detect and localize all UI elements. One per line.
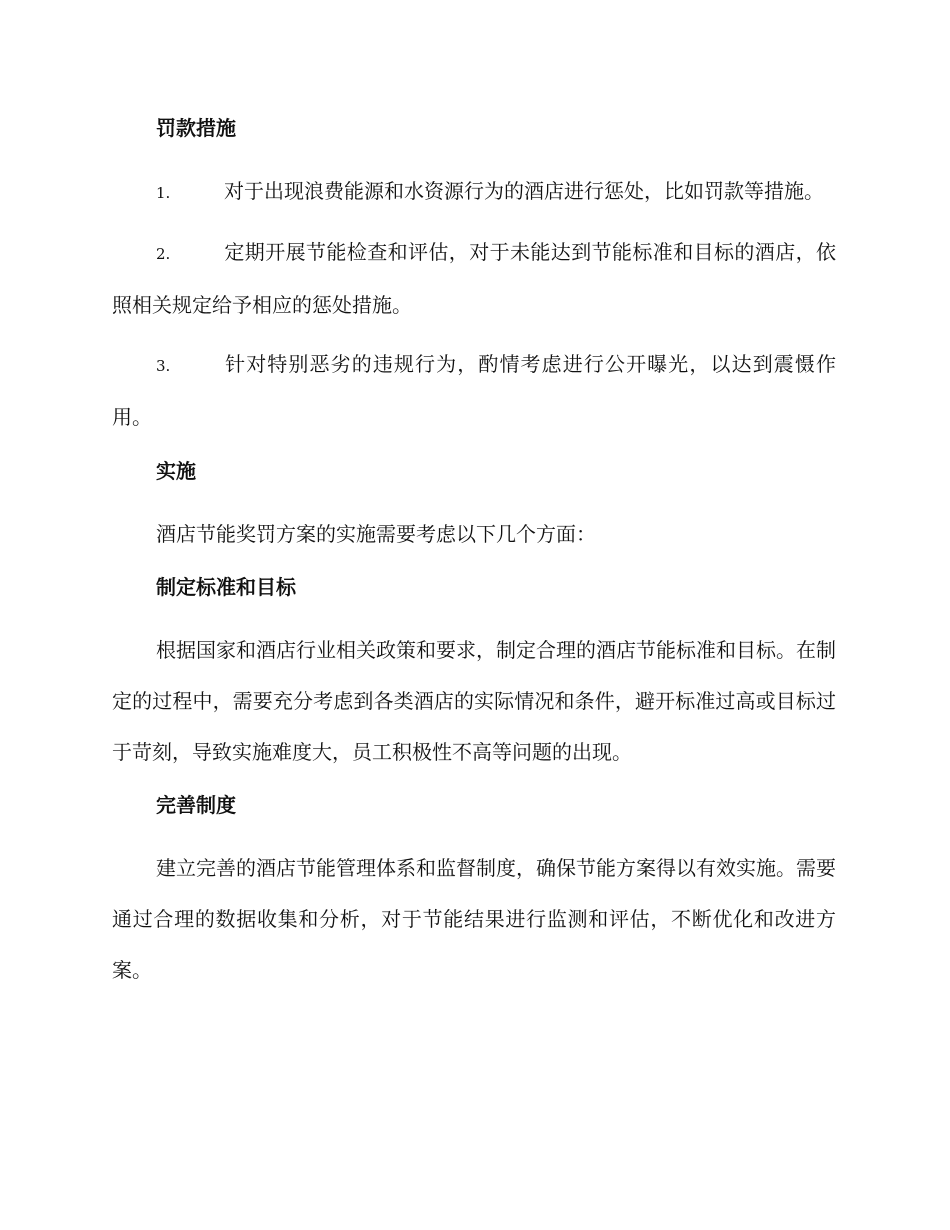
- implementation-intro: 酒店节能奖罚方案的实施需要考虑以下几个方面：: [156, 522, 596, 546]
- heading-system: 完善制度: [156, 793, 236, 817]
- list-item: [112, 339, 836, 443]
- list-item: [112, 227, 836, 331]
- list-number: 1.: [156, 184, 171, 202]
- list-text: 对于出现浪费能源和水资源行为的酒店进行惩处，比如罚款等措施。: [224, 179, 824, 203]
- list-number: 2.: [156, 245, 171, 263]
- list-text: 针对特别恶劣的违规行为，酌情考虑进行公开曝光，以达到震慑作用。: [112, 352, 836, 429]
- list-number: 3.: [156, 357, 171, 375]
- document-page: [112, 108, 836, 1003]
- heading-penalty: 罚款措施: [156, 116, 236, 140]
- heading-implementation: 实施: [156, 459, 196, 483]
- list-text: 定期开展节能检查和评估，对于未能达到节能标准和目标的酒店，依照相关规定给予相应的惩处措施。: [112, 240, 836, 317]
- standards-paragraph: 根据国家和酒店行业相关政策和要求，制定合理的酒店节能标准和目标。在制定的过程中，需要充分考虑到各类酒店的实际情况和条件，避开标准过高或目标过于苛刻，导致实施难度大，员工积极性不高等问题的出现。: [112, 638, 836, 764]
- heading-standards: 制定标准和目标: [156, 575, 296, 599]
- system-paragraph: 建立完善的酒店节能管理体系和监督制度，确保节能方案得以有效实施。需要通过合理的数据收集和分析，对于节能结果进行监测和评估，不断优化和改进方案。: [112, 856, 836, 982]
- list-item: [112, 166, 836, 219]
